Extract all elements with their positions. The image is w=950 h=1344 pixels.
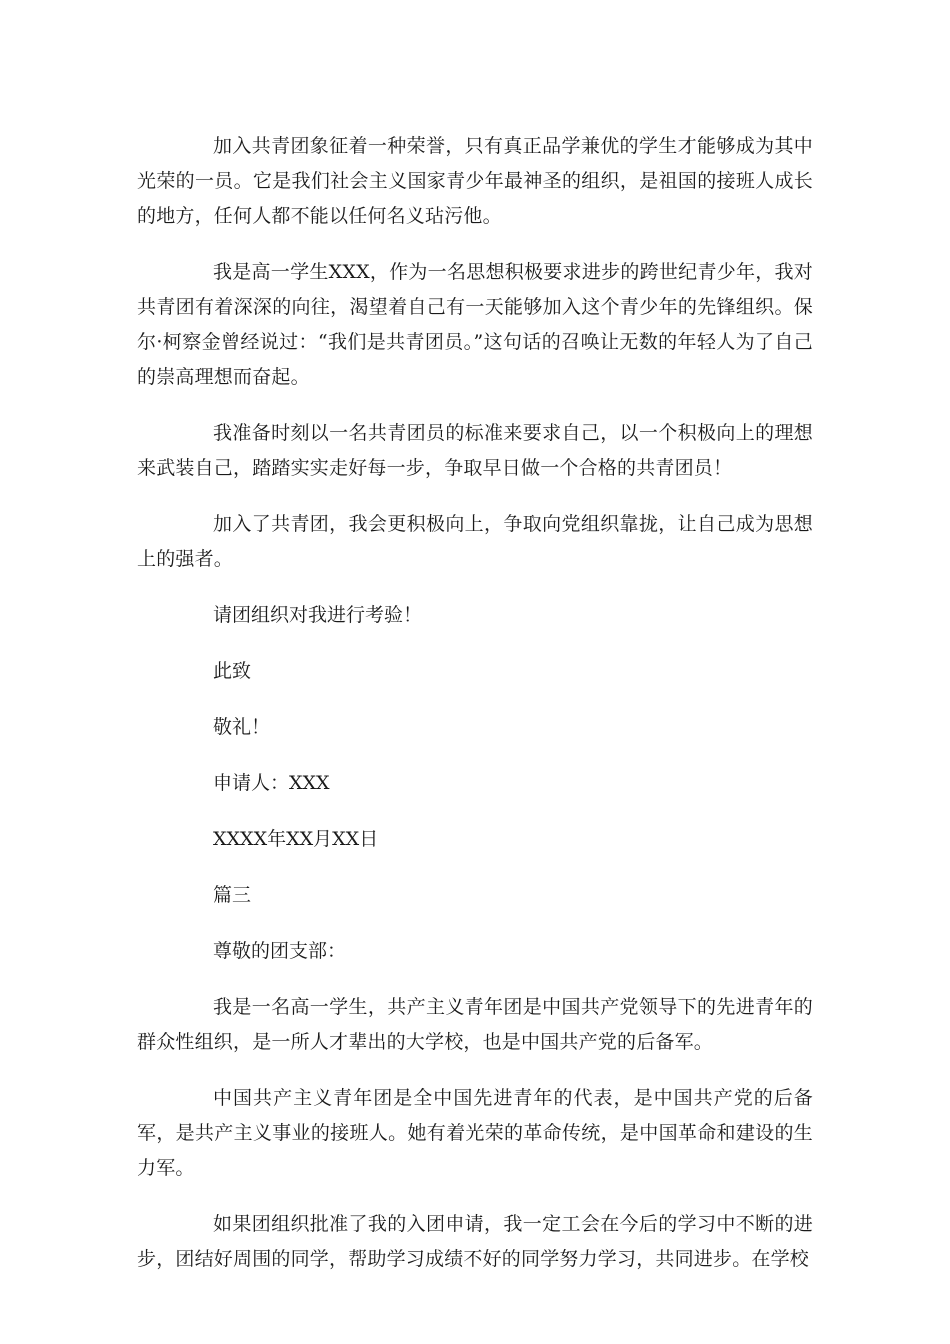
paragraph-aspiration: 加入了共青团，我会更积极向上，争取向党组织靠拢，让自己成为思想上的强者。 xyxy=(137,513,813,570)
application-date: XXXX年XX月XX日 xyxy=(213,828,379,850)
paragraph-honor: 加入共青团象征着一种荣誉，只有真正品学兼优的学生才能够成为其中光荣的一员。它是我们社会主义国家青少年最神圣的组织，是祖国的接班人成长的地方，任何人都不能以任何名义玷污他。 xyxy=(137,135,813,227)
paragraph-promise: 如果团组织批准了我的入团申请，我一定工会在今后的学习中不断的进步，团结好周围的同学，帮助学习成绩不好的同学努力学习，共同进步。在学校 xyxy=(137,1213,813,1270)
closing-request: 请团组织对我进行考验！ xyxy=(213,604,423,626)
applicant-signature: 申请人：XXX xyxy=(213,772,330,794)
closing-salutation: 此致 xyxy=(213,660,252,682)
document-body xyxy=(137,129,813,1298)
paragraph-commitment: 我准备时刻以一名共青团员的标准来要求自己，以一个积极向上的理想来武装自己，踏踏实实走好每一步，争取早日做一个合格的共青团员！ xyxy=(137,422,813,479)
paragraph-organization: 我是一名高一学生，共产主义青年团是中国共产党领导下的先进青年的群众性组织，是一所人才辈出的大学校，也是中国共产党的后备军。 xyxy=(137,996,813,1053)
section-title: 篇三 xyxy=(213,884,252,906)
closing-regards: 敬礼！ xyxy=(213,716,271,738)
paragraph-league-description: 中国共产主义青年团是全中国先进青年的代表，是中国共产党的后备军，是共产主义事业的接班人。她有着光荣的革命传统，是中国革命和建设的生力军。 xyxy=(137,1087,813,1179)
greeting: 尊敬的团支部： xyxy=(213,940,347,962)
paragraph-introduction: 我是高一学生XXX，作为一名思想积极要求进步的跨世纪青少年，我对共青团有着深深的向往，渴望着自己有一天能够加入这个青少年的先锋组织。保尔·柯察金曾经说过：“我们是共青团员。”这句话的召唤让无数的年轻人为了自己的崇高理想而奋起。 xyxy=(137,261,813,388)
